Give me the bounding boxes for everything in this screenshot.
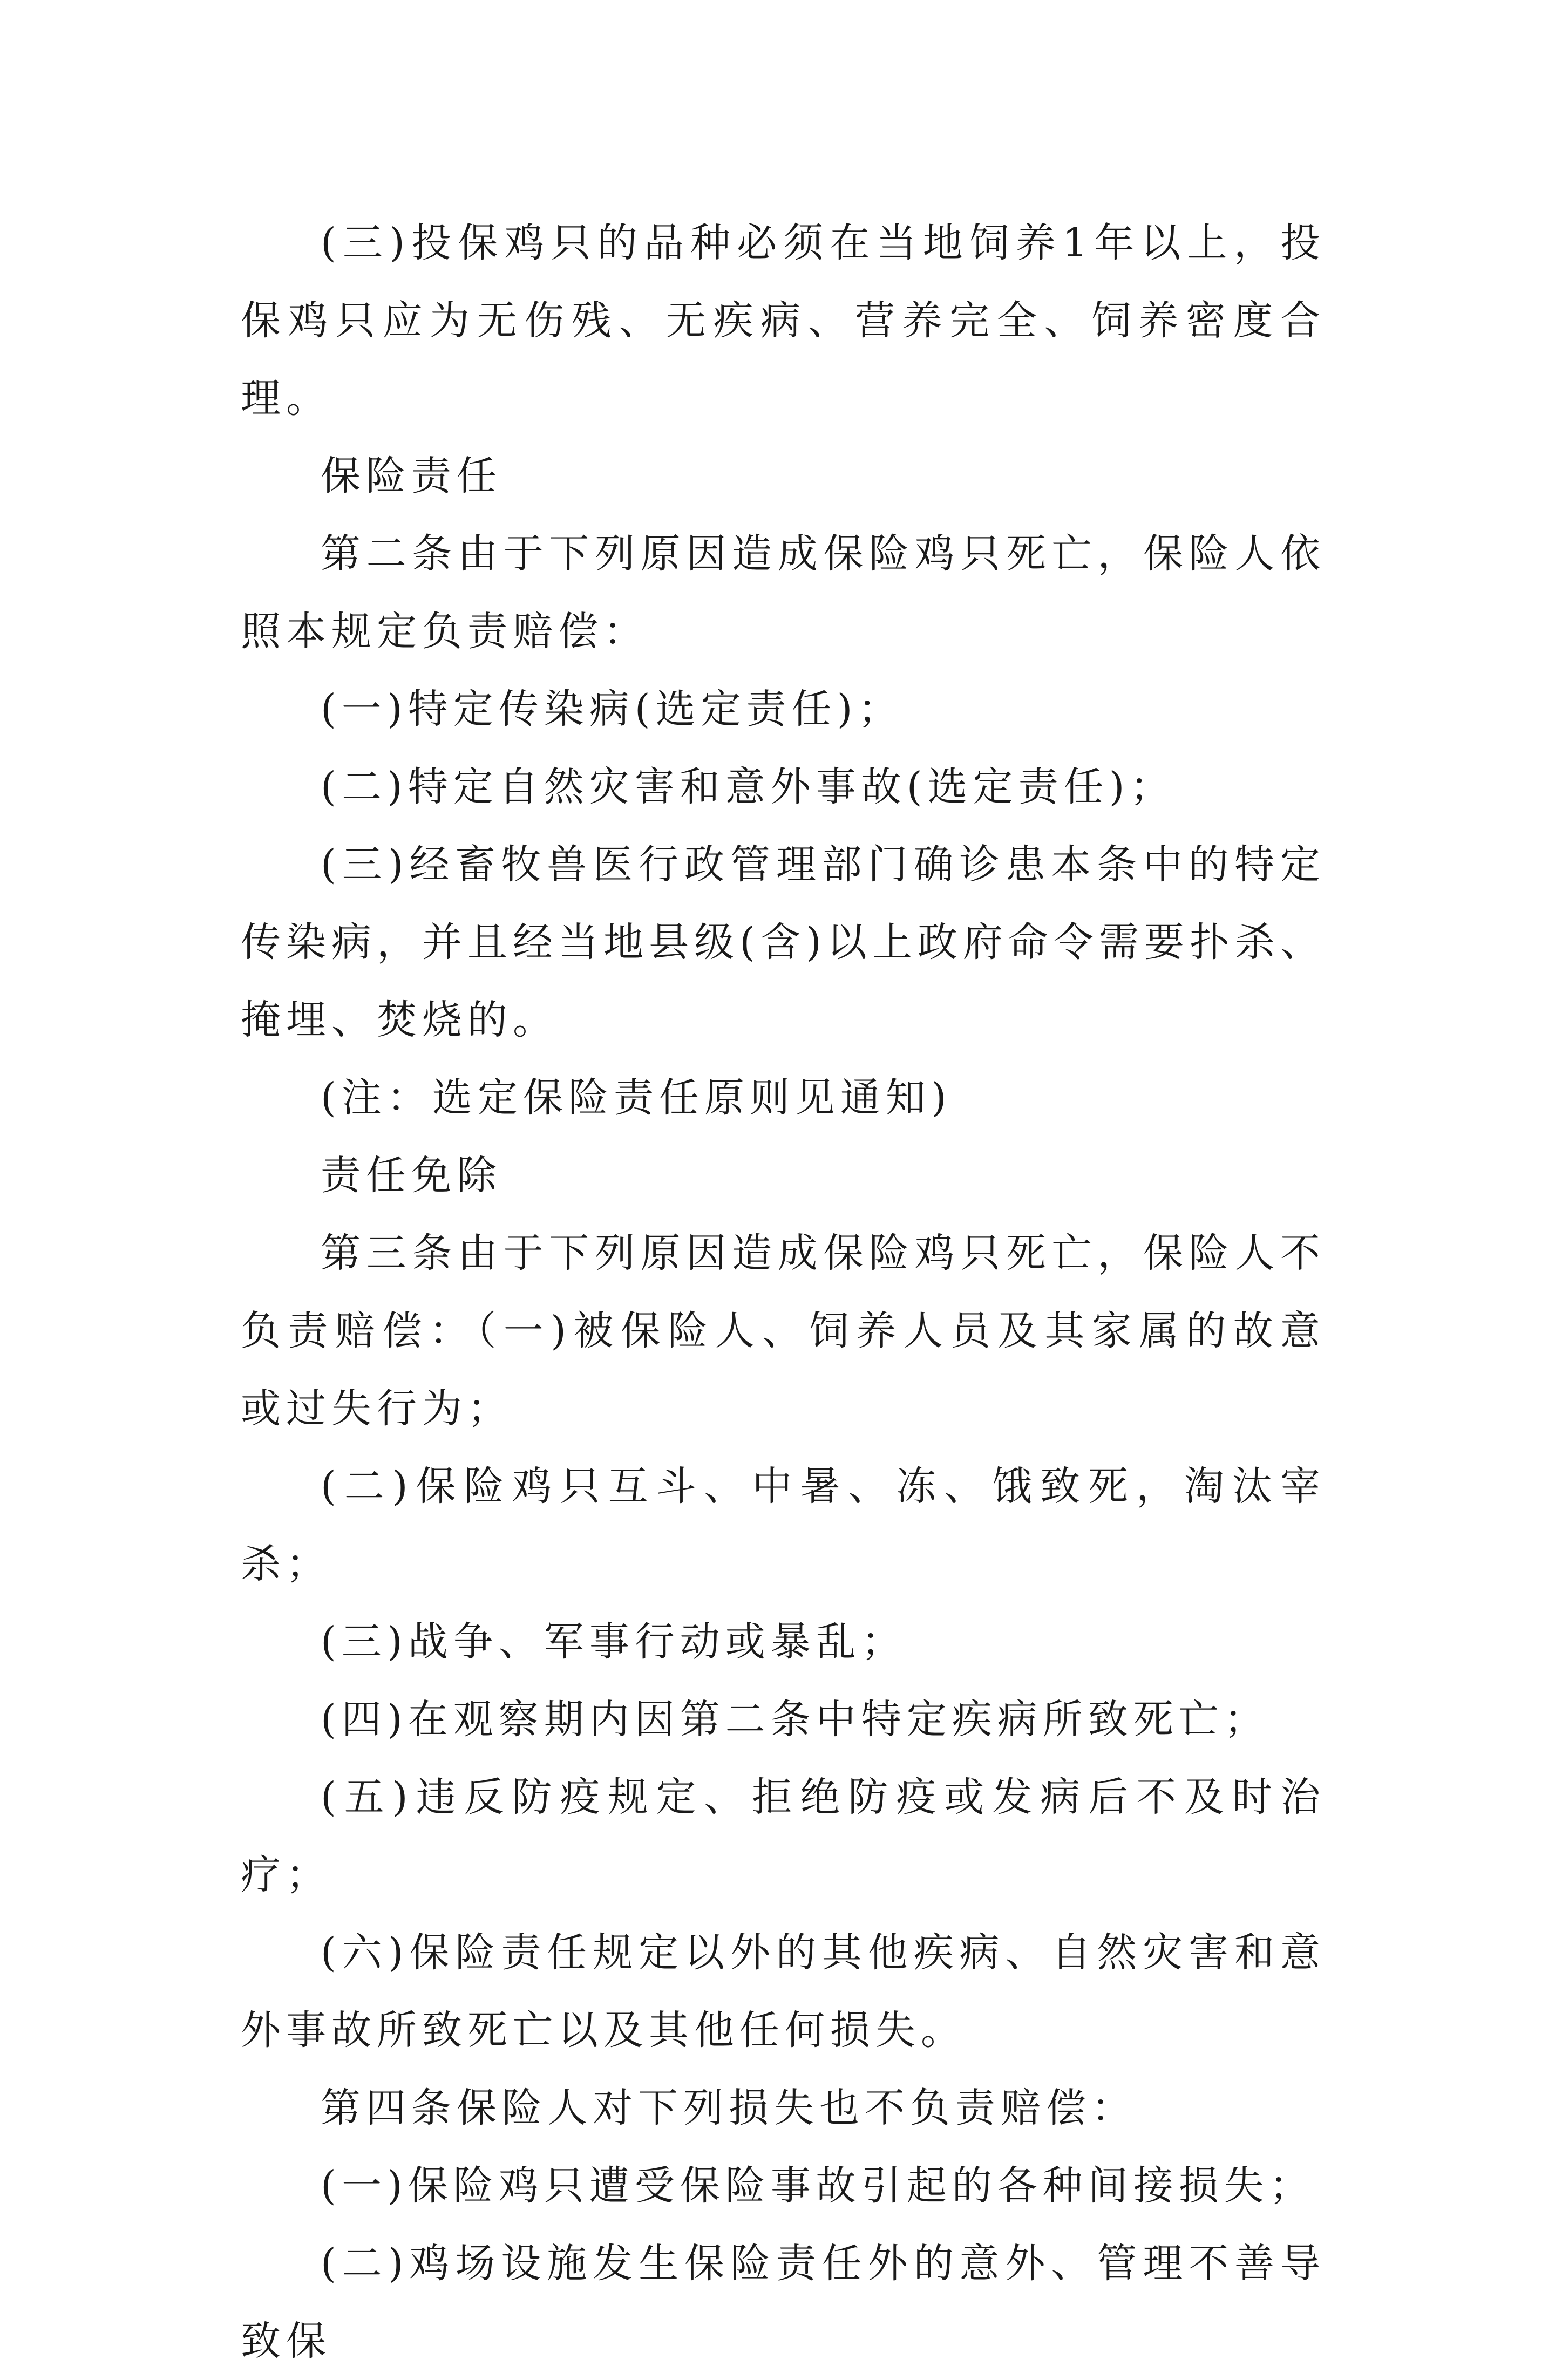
list-item-epidemic-prevention: (五)违反防疫规定、拒绝防疫或发病后不及时治疗； xyxy=(241,1774,1326,1898)
list-item-specific-disease: (一)特定传染病(选定责任)； xyxy=(321,686,904,732)
list-item-facility-accident: (二)鸡场设施发生保险责任外的意外、管理不善导致保 xyxy=(241,2240,1326,2364)
list-item-observation-period: (四)在观察期内因第二条中特定疾病所致死亡； xyxy=(321,1696,1269,1743)
paragraph-breed-requirement: (三)投保鸡只的品种必须在当地饲养1年以上，投保鸡只应为无伤残、无疾病、营养完全、饲养密度合理。 xyxy=(241,220,1326,421)
note-selected-liability: (注：选定保险责任原则见通知) xyxy=(321,1075,952,1121)
section-heading-insurance-liability: 保险责任 xyxy=(321,453,502,499)
document-body xyxy=(241,204,1326,2380)
list-item-war: (三)战争、军事行动或暴乱； xyxy=(321,1619,907,1665)
list-item-culling-order: (三)经畜牧兽医行政管理部门确诊患本条中的特定传染病，并且经当地县级(含)以上政府命令需要扑杀、掩埋、焚烧的。 xyxy=(241,841,1326,1043)
list-item-fighting-heatstroke: (二)保险鸡只互斗、中暑、冻、饿致死，淘汰宰杀； xyxy=(241,1463,1326,1587)
list-item-indirect-losses: (一)保险鸡只遭受保险事故引起的各种间接损失； xyxy=(321,2163,1315,2209)
paragraph-article-2: 第二条由于下列原因造成保险鸡只死亡，保险人依照本规定负责赔偿： xyxy=(241,531,1326,655)
paragraph-article-3: 第三条由于下列原因造成保险鸡只死亡，保险人不负责赔偿：（一)被保险人、饲养人员及其家属的故意或过失行为； xyxy=(241,1230,1326,1432)
section-heading-exclusions: 责任免除 xyxy=(321,1152,502,1199)
list-item-natural-disaster: (二)特定自然灾害和意外事故(选定责任)； xyxy=(321,764,1176,810)
paragraph-article-4: 第四条保险人对下列损失也不负责赔偿： xyxy=(321,2085,1137,2131)
list-item-other-losses: (六)保险责任规定以外的其他疾病、自然灾害和意外事故所致死亡以及其他任何损失。 xyxy=(241,1929,1326,2053)
